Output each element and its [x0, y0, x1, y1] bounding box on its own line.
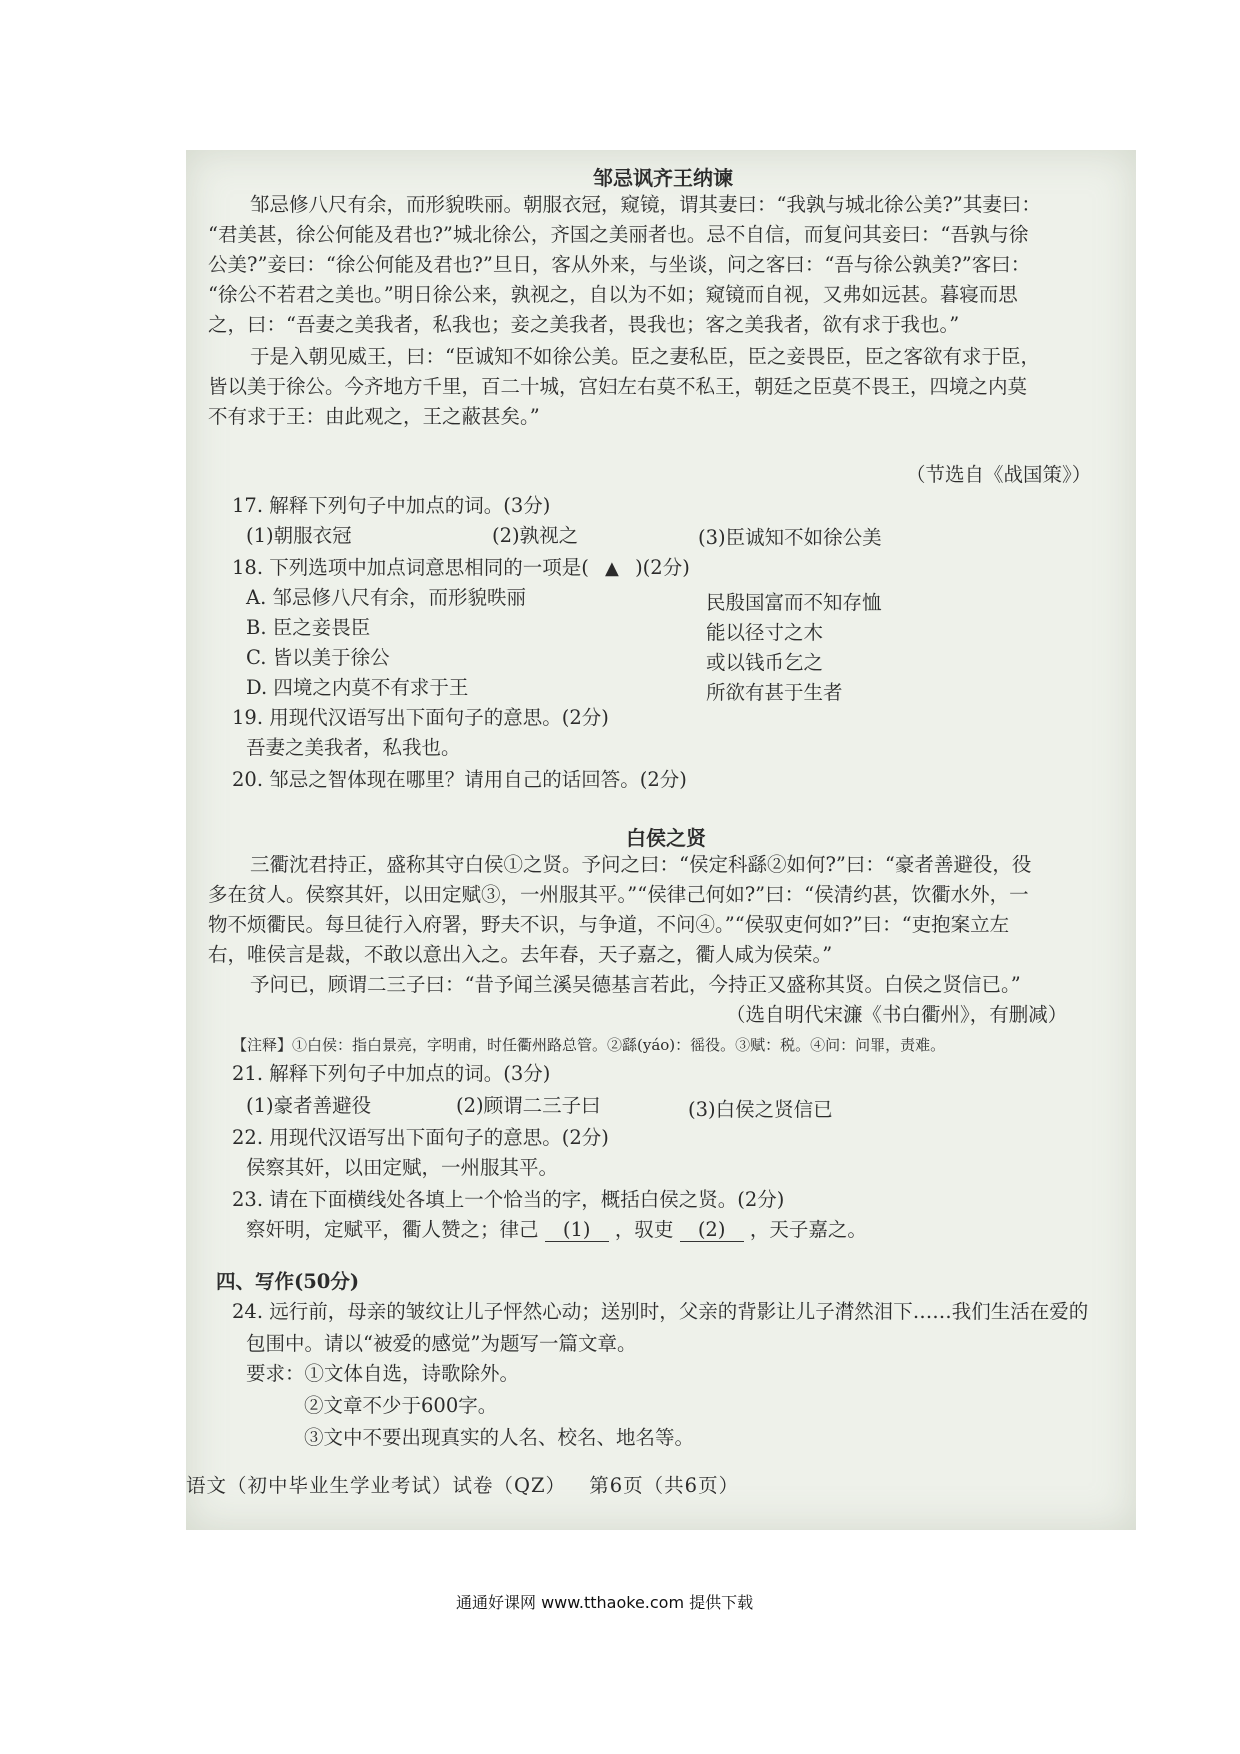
passage1-line: 于是入朝见威王，曰：“臣诚知不如徐公美。臣之妻私臣，臣之妾畏臣，臣之客欲有求于臣， [250, 345, 1040, 368]
exam-page [186, 150, 1136, 1530]
q20-stem: 20. 邹忌之智体现在哪里？请用自己的话回答。(2分) [232, 768, 687, 791]
section4-heading: 四、写作(50分) [216, 1270, 360, 1293]
q19-sentence: 吾妻之美我者，私我也。 [246, 736, 461, 759]
q24-line-1: 24. 远行前，母亲的皱纹让儿子怦然心动；送别时，父亲的背影让儿子潸然泪下……我们生活在爱的 [232, 1300, 1089, 1323]
q24-requirement: ③文中不要出现真实的人名、校名、地名等。 [304, 1426, 695, 1449]
passage2-source: （选自明代宋濂《书白衢州》，有删减） [726, 1003, 1068, 1026]
q17-item-3: (3)臣诚知不如徐公美 [698, 526, 882, 549]
passage2-line: 多在贫人。侯察其奸，以田定赋③，一州服其平。”“侯律己何如?”曰：“侯清约甚，饮衢水外，一 [208, 883, 1029, 906]
exam-footer-page: 第6页（共6页） [589, 1474, 740, 1497]
q23-line [246, 1214, 867, 1242]
q22-stem: 22. 用现代汉语写出下面句子的意思。(2分) [232, 1126, 609, 1149]
answer-triangle-icon: ▲ [605, 558, 619, 579]
q21-item-1: (1)豪者善避役 [246, 1094, 372, 1117]
passage1-line: 不有求于王：由此观之，王之蔽甚矣。” [208, 405, 540, 428]
q24-requirement: ②文章不少于600字。 [304, 1394, 498, 1417]
q21-item-2: (2)顾谓二三子曰 [456, 1094, 601, 1117]
q24-requirement: 要求：①文体自选，诗歌除外。 [246, 1362, 520, 1385]
q24-line-2: 包围中。请以“被爱的感觉”为题写一篇文章。 [246, 1332, 637, 1355]
q21-stem: 21. 解释下列句子中加点的词。(3分) [232, 1062, 551, 1085]
passage1-title: 邹忌讽齐王纳谏 [593, 166, 733, 190]
q18-score: )(2分) [635, 556, 690, 579]
q18-option-a: A. 邹忌修八尺有余，而形貌昳丽 [246, 586, 526, 609]
exam-footer-label: 语文（初中毕业生学业考试）试卷（QZ） [186, 1474, 567, 1497]
passage2-line: 右，唯侯言是裁，不敢以意出入之。去年春，天子嘉之，衢人咸为侯荣。” [208, 943, 833, 966]
passage2-title: 白侯之贤 [626, 826, 706, 850]
download-source-footer: 通通好课网 www.tthaoke.com 提供下载 [456, 1593, 754, 1612]
passage1-line: 之，曰：“吾妻之美我者，私我也；妾之美我者，畏我也；客之美我者，欲有求于我也。” [208, 313, 960, 336]
q23-stem: 23. 请在下面横线处各填上一个恰当的字，概括白侯之贤。(2分) [232, 1188, 785, 1211]
passage2-line: 三衢沈君持正，盛称其守白侯①之贤。予问之曰：“侯定科繇②如何?”曰：“豪者善避役，役 [250, 853, 1032, 876]
passage1-line: “徐公不若君之美也。”明日徐公来，孰视之，自以为不如；窥镜而自视，又弗如远甚。暮寝而思 [208, 283, 1018, 306]
passage2-line: 予问已，顾谓二三子曰：“昔予闻兰溪吴德基言若此，今持正又盛称其贤。白侯之贤信已。” [250, 973, 1021, 996]
q18-stem-text: 18. 下列选项中加点词意思相同的一项是( [232, 556, 589, 579]
q19-stem: 19. 用现代汉语写出下面句子的意思。(2分) [232, 706, 609, 729]
passage1-line: 公美?”妾曰：“徐公何能及君也?”旦日，客从外来，与坐谈，问之客曰：“吾与徐公孰美?”客曰： [208, 253, 1031, 276]
q23-blank-1[interactable]: (1) [545, 1218, 609, 1242]
q17-item-2: (2)孰视之 [492, 524, 579, 547]
q18-option-b: B. 臣之妾畏臣 [246, 616, 371, 639]
q18-option-d: D. 四境之内莫不有求于王 [246, 676, 469, 699]
q23-text-2: ，驭吏 [614, 1218, 674, 1241]
q18-option-a-compare: 民殷国富而不知存恤 [706, 591, 882, 614]
q23-blank-2[interactable]: (2) [680, 1218, 744, 1242]
passage2-annotation: 【注释】①白侯：指白景亮，字明甫，时任衢州路总管。②繇(yáo)：徭役。③赋：税。④问：问罪，责难。 [232, 1036, 946, 1054]
q23-text-1: 察奸明，定赋平，衢人赞之；律己 [246, 1218, 539, 1241]
q17-stem: 17. 解释下列句子中加点的词。(3分) [232, 494, 551, 517]
q18-option-c: C. 皆以美于徐公 [246, 646, 390, 669]
passage1-source: （节选自《战国策》） [906, 463, 1092, 486]
q18-option-d-compare: 所欲有甚于生者 [706, 681, 843, 704]
q18-stem [232, 552, 690, 580]
exam-footer [186, 1470, 739, 1498]
q18-option-c-compare: 或以钱币乞之 [706, 651, 824, 674]
q22-sentence: 侯察其奸，以田定赋，一州服其平。 [246, 1156, 559, 1179]
q18-option-b-compare: 能以径寸之木 [706, 621, 824, 644]
passage1-line: 皆以美于徐公。今齐地方千里，百二十城，宫妇左右莫不私王，朝廷之臣莫不畏王，四境之内莫 [208, 375, 1028, 398]
q21-item-3: (3)白侯之贤信已 [688, 1098, 833, 1121]
q17-item-1: (1)朝服衣冠 [246, 524, 352, 547]
q23-text-3: ，天子嘉之。 [749, 1218, 867, 1241]
passage2-line: 物不烦衢民。每旦徒行入府署，野夫不识，与争道，不问④。”“侯驭吏何如?”曰：“吏抱案立左 [208, 913, 1010, 936]
passage1-line: 邹忌修八尺有余，而形貌昳丽。朝服衣冠，窥镜，谓其妻曰：“我孰与城北徐公美?”其妻曰： [250, 193, 1041, 216]
passage1-line: “君美甚，徐公何能及君也?”城北徐公，齐国之美丽者也。忌不自信，而复问其妾曰：“吾孰与徐 [208, 223, 1029, 246]
